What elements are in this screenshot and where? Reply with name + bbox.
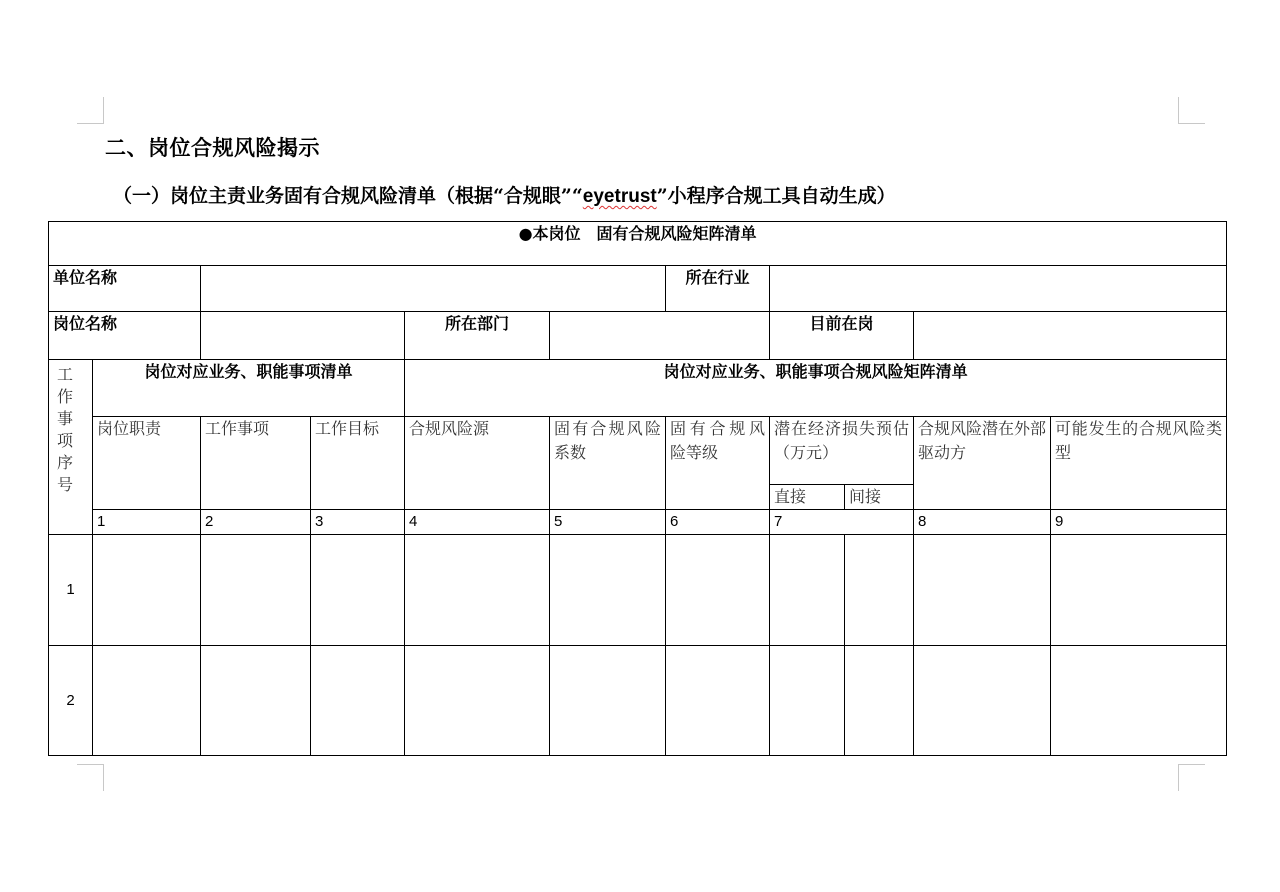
column-header: 合规风险潜在外部驱动方: [914, 417, 1051, 510]
department-field[interactable]: [550, 312, 770, 360]
current-post-label: 目前在岗: [770, 312, 914, 360]
table-cell[interactable]: [405, 646, 550, 756]
table-cell[interactable]: [666, 535, 770, 646]
post-name-label: 岗位名称: [49, 312, 201, 360]
table-row: [49, 646, 1227, 756]
table-title-row: [49, 222, 1227, 266]
group-header-items: 岗位对应业务、职能事项清单: [93, 360, 405, 417]
table-cell[interactable]: [311, 535, 405, 646]
seq-header: 工作事项序号: [49, 360, 93, 535]
table-cell[interactable]: [845, 646, 914, 756]
table-cell[interactable]: [770, 646, 845, 756]
column-number-row: [49, 510, 1227, 535]
column-number: 8: [914, 510, 1051, 535]
table-cell[interactable]: [666, 646, 770, 756]
column-number: 6: [666, 510, 770, 535]
post-name-field[interactable]: [201, 312, 405, 360]
table-cell[interactable]: [550, 535, 666, 646]
table-cell[interactable]: [914, 535, 1051, 646]
table-cell[interactable]: [550, 646, 666, 756]
table-cell[interactable]: [770, 535, 845, 646]
table-row: [49, 535, 1227, 646]
table-cell[interactable]: [93, 646, 201, 756]
table-cell[interactable]: [201, 646, 311, 756]
row-seq: 1: [49, 535, 93, 646]
column-number: 2: [201, 510, 311, 535]
page-corner-mark: [1178, 97, 1205, 124]
table-cell[interactable]: [1051, 646, 1227, 756]
column-header: 岗位职责: [93, 417, 201, 510]
unit-name-label: 单位名称: [49, 266, 201, 312]
subsection-heading-part: （一）岗位主责业务固有合规风险清单（根据“合规眼”“: [113, 185, 583, 207]
page-corner-mark: [1178, 764, 1205, 791]
page-corner-mark: [77, 764, 104, 791]
table-cell[interactable]: [845, 535, 914, 646]
subsection-heading-part: ”小程序合规工具自动生成）: [656, 185, 896, 207]
table-cell[interactable]: [1051, 535, 1227, 646]
column-header-row: [49, 417, 1227, 485]
risk-matrix-table: [48, 221, 1227, 756]
column-header: 固有合规风险等级: [666, 417, 770, 510]
table-title: ●本岗位 固有合规风险矩阵清单: [49, 222, 1227, 266]
column-number: 4: [405, 510, 550, 535]
spellcheck-word[interactable]: eyetrust: [582, 186, 657, 207]
group-header-row: [49, 360, 1227, 417]
page-corner-mark: [77, 97, 104, 124]
table-cell[interactable]: [93, 535, 201, 646]
subsection-heading: [113, 183, 896, 210]
table-row: [49, 312, 1227, 360]
table-cell[interactable]: [405, 535, 550, 646]
table-cell[interactable]: [914, 646, 1051, 756]
column-number: 3: [311, 510, 405, 535]
unit-name-field[interactable]: [201, 266, 666, 312]
table-cell[interactable]: [311, 646, 405, 756]
group-header-matrix: 岗位对应业务、职能事项合规风险矩阵清单: [405, 360, 1227, 417]
row-seq: 2: [49, 646, 93, 756]
column-header: 潜在经济损失预估（万元）: [770, 417, 914, 485]
industry-field[interactable]: [770, 266, 1227, 312]
table-row: [49, 266, 1227, 312]
column-number: 1: [93, 510, 201, 535]
table-cell[interactable]: [201, 535, 311, 646]
column-number: 5: [550, 510, 666, 535]
column-number: 7: [770, 510, 914, 535]
column-header: 可能发生的合规风险类型: [1051, 417, 1227, 510]
column-header: 合规风险源: [405, 417, 550, 510]
current-post-field[interactable]: [914, 312, 1227, 360]
industry-label: 所在行业: [666, 266, 770, 312]
column-number: 9: [1051, 510, 1227, 535]
column-header: 工作事项: [201, 417, 311, 510]
column-header: 工作目标: [311, 417, 405, 510]
section-heading: 二、岗位合规风险揭示: [105, 135, 320, 160]
sub-column-header: 直接: [770, 485, 845, 510]
sub-column-header: 间接: [845, 485, 914, 510]
column-header: 固有合规风险系数: [550, 417, 666, 510]
department-label: 所在部门: [405, 312, 550, 360]
